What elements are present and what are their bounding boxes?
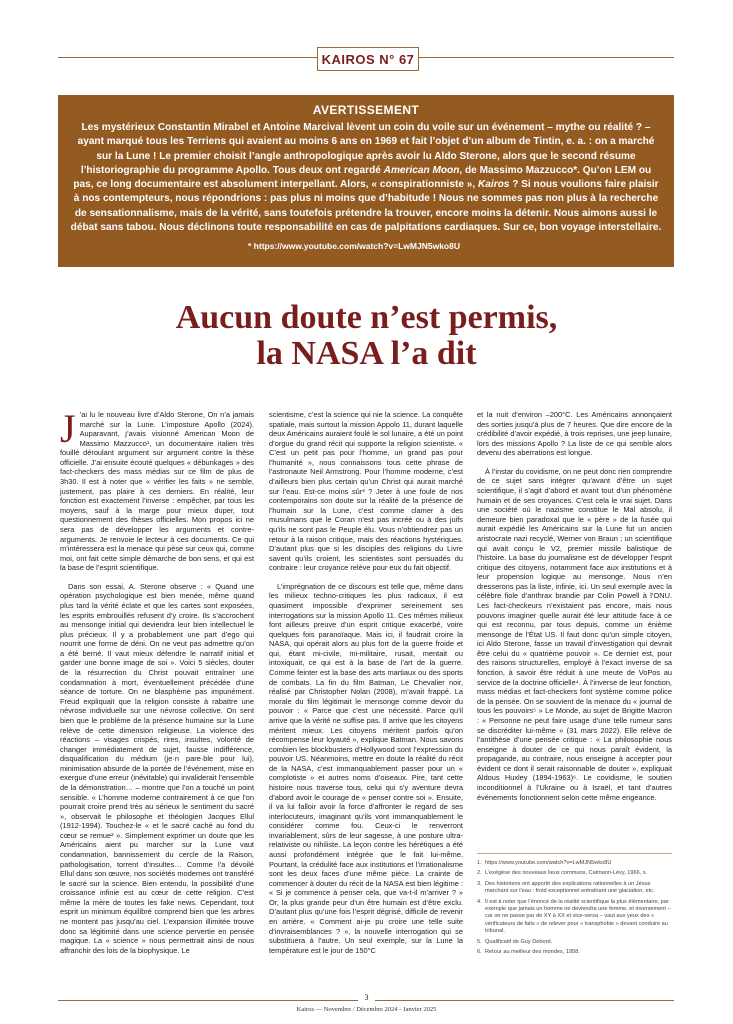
footnote [477, 949, 672, 956]
footnote [477, 899, 672, 936]
drop-cap: J [60, 406, 76, 451]
page-number: 3 [364, 993, 369, 1002]
header-rule-right [418, 57, 674, 58]
col3-paragraph: À l’instar du covidisme, on ne peut donc rien comprendre de ce sujet sans intégrer qu’avant d’être un sujet scientifique, il s’agit d’abord et avant tout d’un phénomène humain et de ses croyances. C’est cela le vrai sujet. Dans une société où le nazisme constitue le Mal absolu, il demeure bien paradoxal que le « père » de la fusée qui aurait expédié les Américains sur la Lune fut un ancien aristocrate nazi recyclé, Werner von Braun ; un scientifique qui avait conçu le V2, premier missile balistique de l’histoire. La base du journalisme est de développer l’esprit critique des citoyens, notamment face aux institutions et à leur propension logique au mensonge. Nous n’en dresserons pas la liste, infinie, ici. Un seul exemple avec la célèbre fiole d’anthrax brandie par Colin Powell à l’ONU. Les fact-checkeurs n’existaient pas encore, mais nous pouvons imaginer quelle aurait été leur attitude face à ce qui est reconnu, par tous depuis, comme un énième mensonge de l’État US. Il faut donc qu’un simple citoyen, ici Aldo Sterone, fasse un travail d’investigation qui devrait être celui du « quatrième pouvoir ». Ce dernier est, pour des raisons structurelles, employé à l’exact inverse de sa fonction, à savoir être réduit à une meute de VoPos au service de la doctrine officielle⁴. À l’inverse de leur fonction, mass médias et fact-checkers font système comme police de la pensée. On se souvient de la menace du « journal de tous les pouvoirs⁵ » Le Monde, au sujet de Brigitte Macron : « Personne ne peut faire usage d’une telle rumeur sans se discréditer lui-même » (31 mars 2022). Elle relève de l’antithèse d’une pensée critique : « La philosophie nous enseigne à douter de ce qui nous paraît évident, la propagande, au contraire, nous enseigne à accepter pour évident ce dont il serait raisonnable de douter », expliquait Aldous Huxley (1894-1963)⁶. Le covidisme, le soutien inconditionnel à l’Ukraine ou à Israël, et tant d’autres événements fonctionnent selon cette même engeance. [477, 466, 672, 802]
footnote-text: Qualificatif de Guy Debord. [485, 938, 553, 945]
warning-film-title: American Moon [383, 164, 460, 176]
issue-title: KAIROS N° 67 [321, 51, 415, 67]
footnote-text: L’exégèse des nouveaux lieux communs, Calmann-Lévy, 1966, s. [485, 870, 648, 877]
col1-paragraph: Dans son essai, A. Sterone observe : « Quand une opération psychologique est bien menée, même quand plus tard la vérité éclate et que les cartes sont exposées, les esprits embrouillés refusent d’y croire. Ils s’accrochent au mensonge initial qui deviendra leur bien intellectuel le plus précieux. Il y a probablement une part d’ego qui nourrit une forme de déni. On ne veut pas admettre qu’on a été berné. Il vaut mieux défendre le narratif initial et garder une bonne image de soi ». Voici 5 siècles, douter de la résurrection du Christ pouvait entraîner une condamnation à mort, éventuellement précédée d’une séance de torture. On ne blasphème pas impunément. Freud expliquait que la religion consiste à rabattre une névrose individuelle sur une névrose collective. On sent bien que le problème de la présence humaine sur la Lune relève de cette dimension religieuse. La violence des réactions – visages crispés, rires, insultes, volonté de changer immédiatement de sujet, fausse indifférence, disqualification du médium (je·n pare·ble pour lui), minimisation absurde de la portée de l’événement, mise en exergue d’une erreur (inévitable) qui invaliderait l’ensemble de la démonstration… – montre que l’on a touché un point sensible. « L’homme moderne contrairement à ce que l’on pourrait croire prend très au sérieux le sentiment du sacré », observait le philosophe et théologien Jacques Ellul (1912-1994). Touchez-le « et le sacré caché au fond du cœur se remue² ». Simplement exprimer un doute que les Américains aient pu marcher sur la Lune vaut condamnation, bannissement du cercle de la Raison, pathologisation, torrent d’insultes… Comme l’a dévoilé Ellul dans son œuvre, nos sociétés modernes ont transféré le sacré sur la science. Bien entendu, la possibilité d’une croissance infinie est au cœur de cette religion. C’est même la mère de toutes les fake news. Cependant, tout esprit un minimum équilibré comprend bien que les arbres ne montent pas jusqu’au ciel. L’expansion illimitée trouve donc sa légitimité dans une science pervertie en pensée magique. La « science » nous permettrait ainsi de nous affranchir des lois de la biophysique. Le [60, 581, 254, 955]
footnote-text[interactable]: https://www.youtube.com/watch?v=LwMJN5wko8U [485, 860, 612, 866]
footnote [477, 881, 672, 896]
warning-link[interactable]: * https://www.youtube.com/watch?v=LwMJN5wko8U [248, 241, 460, 252]
footnote-number: 6. [477, 949, 482, 956]
issue-badge [317, 47, 419, 71]
footnote-text: Il est à noter que l’énoncé de la réalité scientifique la plus élémentaire, par exemple que jamais un homme ne deviendra une femme, et inversement – car on ne passe par de XY à XX et vice-versa – vaut aux yeux des « vérificateurs de faits » de relever pour « transphobie » devant conduire au tribunal. [485, 898, 671, 935]
col1-paragraph [60, 406, 254, 573]
footnote-text: Des historiens ont apporté des explications rationnelles à un Jésus marchant sur l’eau : froid exceptionnel entraînant une glaciation, etc. [485, 880, 655, 895]
footnote [477, 939, 672, 946]
warning-text-part: Les mystérieux Constantin Mirabel et Antoine Marcival lèvent un coin du voile sur un événement – mythe ou réalité ? – ayant marqué tous les Terriens qui avaient au moins 6 ans en 1969 et fait l’objet d’un album de Tintin, e. a. : on a marché sur la Lune ! Le premier choisit l’angle anthropologique après avoir lu Aldo Sterone, alors que le second résume l’historiographie du programme Apollo. Tous deux ont regardé [77, 122, 655, 176]
footnote-number: 1. [477, 860, 482, 866]
footnote-rule [477, 853, 672, 854]
footnote-number: 2. [477, 870, 482, 877]
warning-kairos: Kairos [477, 179, 510, 191]
warning-box [58, 95, 674, 267]
footnote-text: Retour au meilleur des mondes, 1958. [485, 949, 580, 956]
footnote [477, 860, 672, 867]
article-headline [60, 300, 673, 372]
warning-text-part: ? Si nous voulions faire plaisir à nos contempteurs, nous répondrions : pas plus ni moins que d’habitude ! Nous ne sommes pas non plus à la recherche de sensationnalisme, mais de la vérité, sans toutefois prétendre la trouver, encore moins la détenir. Nous aimons aussi le débat sans tabou. Nous déclinons toute responsabilité en cas de palpitations cardiaques. Sur ce, bon voyage interstellaire. [70, 179, 662, 234]
col1-text: ’ai lu le nouveau livre d’Aldo Sterone, On n’a jamais marché sur la Lune. L’imposture Apollo (2024). Auparavant, j’avais visionné American Moon de Massimo Mazzucco¹, un documentaire italien très fouillé déroulant argument sur argument contre la thèse officielle. J’ai ensuite écouté quelques « débunkages » des fact-checkers des mass médias sur ce film de plus de 3h30. Il est à noter que « vérifier les faits » ne semble, justement, pas plaire à ces derniers. En réalité, leur fonction est exactement l’inverse : empêcher, par tous les moyens, sauf à la marge pour mieux duper, tout questionnement des thèses officielles. Mon propos ici ne sera pas de développer les arguments et contre-arguments. Je renvoie le lecteur à ces documents. Ce qui m’intéressera est la menace qui pèse sur ceux qui, comme moi, ont fait cette simple démarche de bon sens, et qui est la base de l’esprit scientifique. [60, 410, 254, 573]
headline-line-2: la NASA l’a dit [256, 335, 477, 372]
article-column-1 [60, 406, 254, 955]
footnote-number: 3. [477, 880, 482, 887]
article-column-2 [269, 410, 463, 955]
footnotes [477, 860, 672, 959]
footnote [477, 870, 672, 877]
col2-paragraph: L’imprégnation de ce discours est telle que, même dans les milieux techno-critiques les plus radicaux, il est quasiment impossible d’exprimer sereinement ses interrogations sur la mission Apollo 11. Ces mêmes milieux font ailleurs preuve d’un esprit critique exacerbé, voire quelques fois paranoïaque. Mais ici, il faudrait croire la NASA, qui opérait alors au plus fort de la guerre froide et qui, étant mi-civile, mi-militaire, rusait, mentait ou intoxiquait, ce qui est à la base de l’art de la guerre. Comme feinter est la base des arts martiaux ou des sports de combats. La fin du film Batman, Le Chevalier noir, réalisé par Christopher Nolan (2008), m’avait frappé. La morale du film légitimait le mensonge comme devoir du pouvoir : « Parce que c’est une nécessité. Parce qu’il arrive que la vérité ne suffise pas. Il arrive que les citoyens méritent mieux. Les citoyens méritent parfois qu’on récompense leur loyauté », explique Batman. Nous savons combien les blockbusters d’Hollywood sont l’expression du pouvoir US. Néanmoins, mettre en doute la réalité du récit de la NASA, c’est immanquablement passer pour un « complotiste » et autres noms d’oiseaux. Pire, tant cette histoire nous traverse tous, celui qui s’y aventure devra d’abord avoir le courage de « penser contre soi ». Ensuite, il va lui falloir avoir la force d’affronter le regard de ses interlocuteurs, imaginant qu’ils vont immanquablement le considérer comme fou. Ceux-ci le renverront invariablement, sûrs de leur sagesse, à une posture ultra-relativiste ou nihiliste. La leçon contre les hérétiques a été aussi profondément intégrée que le fait lui-même. Pourtant, la crédulité face aux institutions et l’irrationalisme sont les deux faces d’une même pièce. La crainte de commencer à douter du récit de la NASA est bien légitime : « Si je commence à penser cela, que va-t-il m’arriver ? » Or, la plus grande peur d’un être humain est d’être exclu. D’autant plus qu’une fois l’esprit dégrisé, difficile de revenir en arrière. « Comment ai-je pu croire une telle suite d’invraisemblances ? », la nouvelle interrogation qui se substituera à l’autre. Un seul exemple, sur la Lune la température est le jour de 150°C [269, 581, 463, 955]
warning-text-part: , de Massimo Mazzucco*. Qu’on LEM ou pas, ce long documentaire est absolument interpellant. Alors, « conspirationniste », [73, 164, 652, 191]
header-rule-left [58, 57, 317, 58]
footnote-number: 4. [477, 898, 482, 905]
article-column-3 [477, 410, 672, 802]
col3-paragraph: et la nuit d’environ –200°C. Les Américains annonçaient des sorties jusqu’à plus de 7 heures. Que dire encore de la crédibilité d’avoir expédié, à trois reprises, une jeep lunaire, lors des missions Apollo ? La liste de ce qui semble alors devenu des aberrations est longue. [477, 410, 672, 458]
warning-title: AVERTISSEMENT [312, 103, 420, 117]
col2-paragraph: scientisme, c’est la science qui nie la science. La conquête spatiale, mais surtout la mission Appolo 11, durant laquelle deux Américains auraient foulé le sol lunaire, a été un point d’orgue du grand récit qui supporte la religion scientiste. « C’est un petit pas pour l’homme, un grand pas pour l’humanité », nous connaissons tous cette phrase de l’astronaute Neil Armstrong. Pour l’homme moderne, c’est d’ailleurs bien plus certain qu’un Christ qui aurait marché sur l’eau. Est-ce moins sûr³ ? Jeter à une foule de nos contemporains son doute sur la réalité de la présence de l’humain sur la Lune, c’est comme clamer à des musulmans que le Coran n’est pas incréé ou à des juifs qu’ils ne sont pas le Peuple élu. Vous n’obtiendrez pas un retour à la raison critique, mais des réactions hystériques. D’autant plus que si les disciples des religions du Livre savent qu’ils croient, les scientistes sont persuadés du contraire : leur croyance relève pour eux du fait objectif. [269, 410, 463, 573]
footnote-number: 5. [477, 938, 482, 945]
footer-line: Kairos — Novembre / Décembre 2024 - Janvier 2025 [296, 1006, 437, 1013]
headline-line-1: Aucun doute n’est permis, [175, 299, 558, 336]
warning-text [70, 121, 662, 235]
